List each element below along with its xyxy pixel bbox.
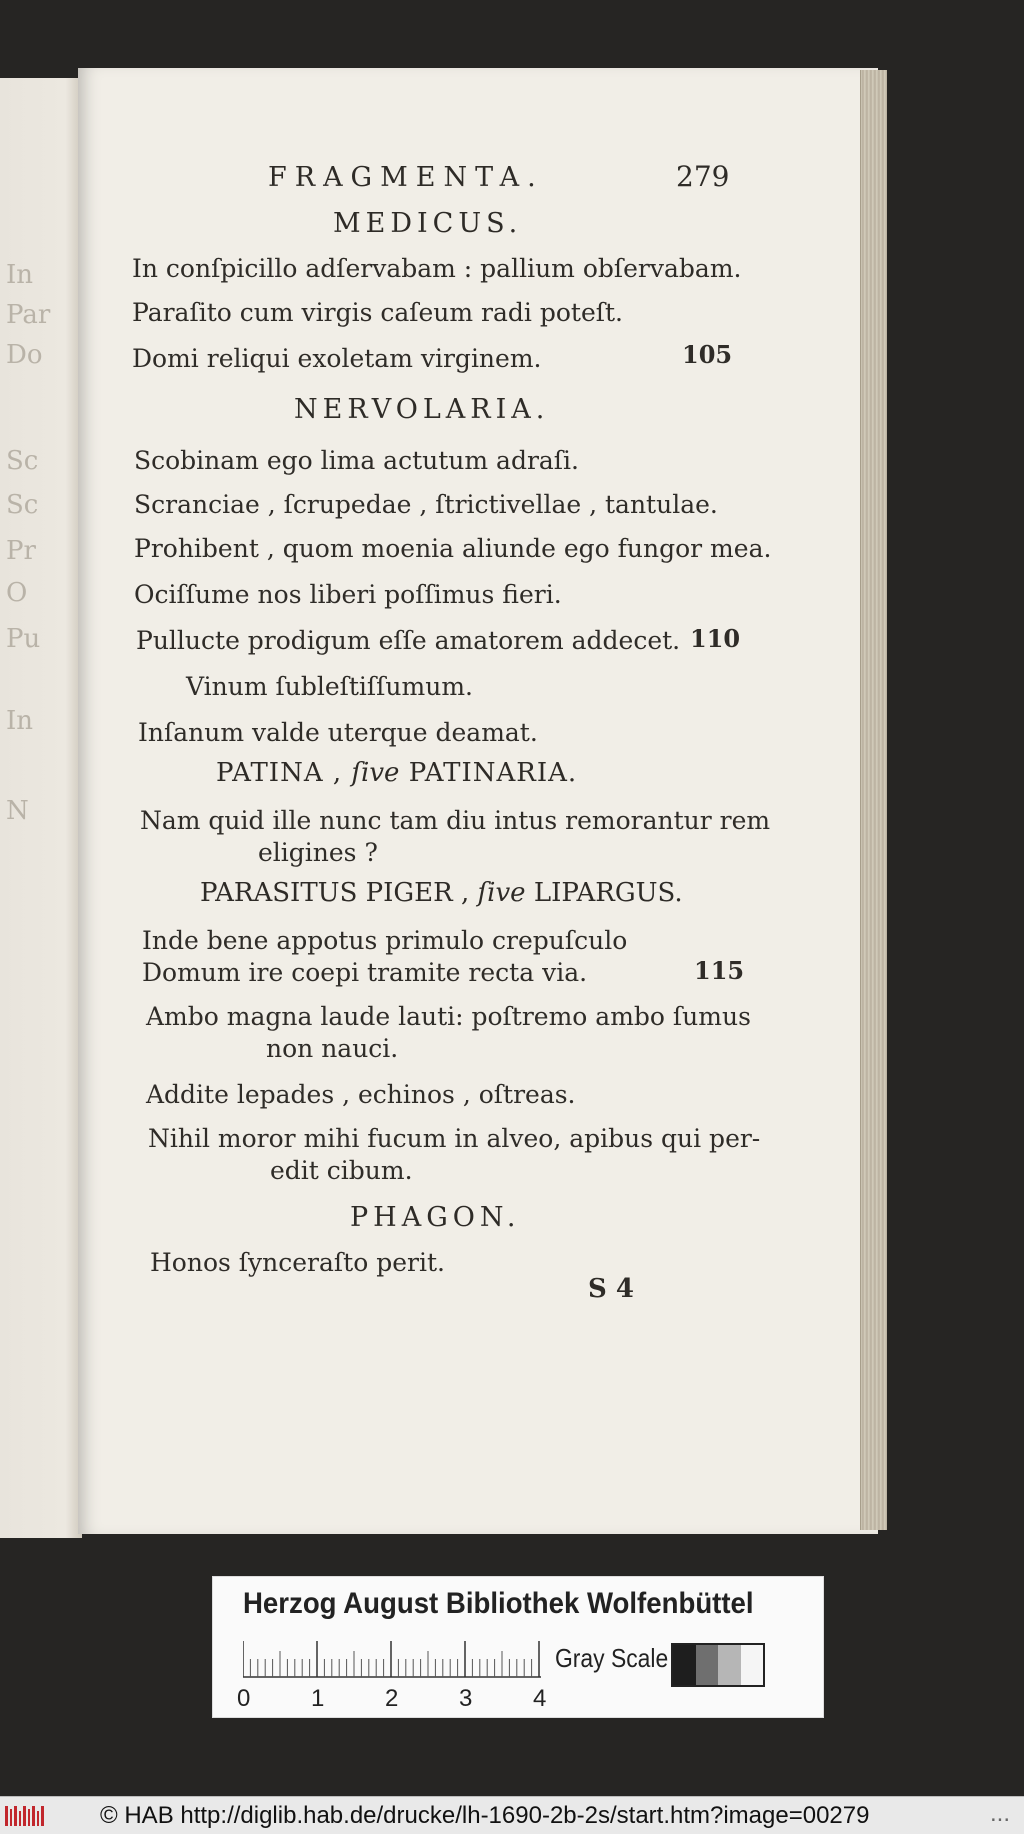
section-heading: MEDICUS. <box>333 208 523 239</box>
verse-line: Inde bene appotus primulo crepuſculo <box>142 926 628 955</box>
ruler-labels <box>237 1685 557 1713</box>
verse-line: Scobinam ego lima actutum adraſi. <box>134 446 579 475</box>
section-heading: PHAGON. <box>350 1202 521 1233</box>
line-number: 105 <box>682 340 733 369</box>
gray-swatches <box>671 1643 765 1687</box>
page-number: 279 <box>676 160 730 193</box>
ruler-scale <box>243 1639 543 1679</box>
verse-line: Nihil moror mihi fucum in alveo, apibus qui per- <box>148 1124 761 1153</box>
verse-line: Paraſito cum virgis caſeum radi poteſt. <box>132 298 624 327</box>
ruler-label: 2 <box>385 1685 399 1712</box>
verse-line: Inſanum valde uterque deamat. <box>138 718 538 747</box>
library-name: Herzog August Bibliothek Wolfenbüttel <box>243 1587 754 1620</box>
running-head: FRAGMENTA. <box>268 162 544 193</box>
ruler-label: 4 <box>533 1685 547 1712</box>
verse-line: Prohibent , quom moenia aliunde ego fungor mea. <box>134 534 772 563</box>
page-edge <box>860 70 887 1530</box>
verse-line: Domi reliqui exoletam virginem. <box>132 344 542 373</box>
verse-line: Domum ire coepi tramite recta via. <box>142 958 588 987</box>
ruler-label: 1 <box>311 1685 325 1712</box>
swatch <box>673 1645 696 1685</box>
section-heading: NERVOLARIA. <box>294 394 550 425</box>
verse-line: edit cibum. <box>270 1156 413 1185</box>
verse-line: Pullucte prodigum eſſe amatorem addecet. <box>136 626 681 655</box>
line-number: 115 <box>694 956 745 985</box>
hab-logo-icon <box>4 1803 48 1829</box>
verse-line: Nam quid ille nunc tam diu intus remorantur rem <box>140 806 771 835</box>
ruler-label: 0 <box>237 1685 251 1712</box>
signature-mark: S 4 <box>588 1274 634 1304</box>
verse-line: non nauci. <box>266 1034 399 1063</box>
ruler-label: 3 <box>459 1685 473 1712</box>
verse-line: Scranciae , ſcrupedae , ſtrictivellae , tantulae. <box>134 490 718 519</box>
copyright-url[interactable]: © HAB http://diglib.hab.de/drucke/lh-1690-2b-2s/start.htm?image=00279 <box>100 1802 870 1829</box>
verse-line: Vinum ſubleſtiſſumum. <box>186 672 473 701</box>
gray-scale-label: Gray Scale <box>555 1643 669 1673</box>
verse-line: Ambo magna laude lauti: poſtremo ambo ſumus <box>146 1002 751 1031</box>
swatch <box>741 1645 764 1685</box>
line-number: 110 <box>690 624 741 653</box>
book-page <box>78 68 878 1534</box>
verse-line: Addite lepades , echinos , oſtreas. <box>146 1080 576 1109</box>
verse-line: eligines ? <box>258 838 378 867</box>
facing-page-left: In Par Do Sc Sc Pr O Pu In N <box>0 78 82 1538</box>
section-heading: PATINA , ſive PATINARIA. <box>216 758 578 788</box>
verse-line: Ociſſume nos liberi poſſimus fieri. <box>134 580 562 609</box>
more-options-icon[interactable]: ... <box>989 1800 1010 1827</box>
verse-line: Honos ſynceraſto perit. <box>150 1248 445 1277</box>
color-calibration-card <box>212 1576 824 1718</box>
section-heading: PARASITUS PIGER , ſive LIPARGUS. <box>200 878 683 908</box>
verse-line: In conſpicillo adſervabam : pallium obſervabam. <box>132 254 742 283</box>
swatch <box>718 1645 741 1685</box>
footer-bar <box>0 1796 1024 1834</box>
swatch <box>696 1645 719 1685</box>
